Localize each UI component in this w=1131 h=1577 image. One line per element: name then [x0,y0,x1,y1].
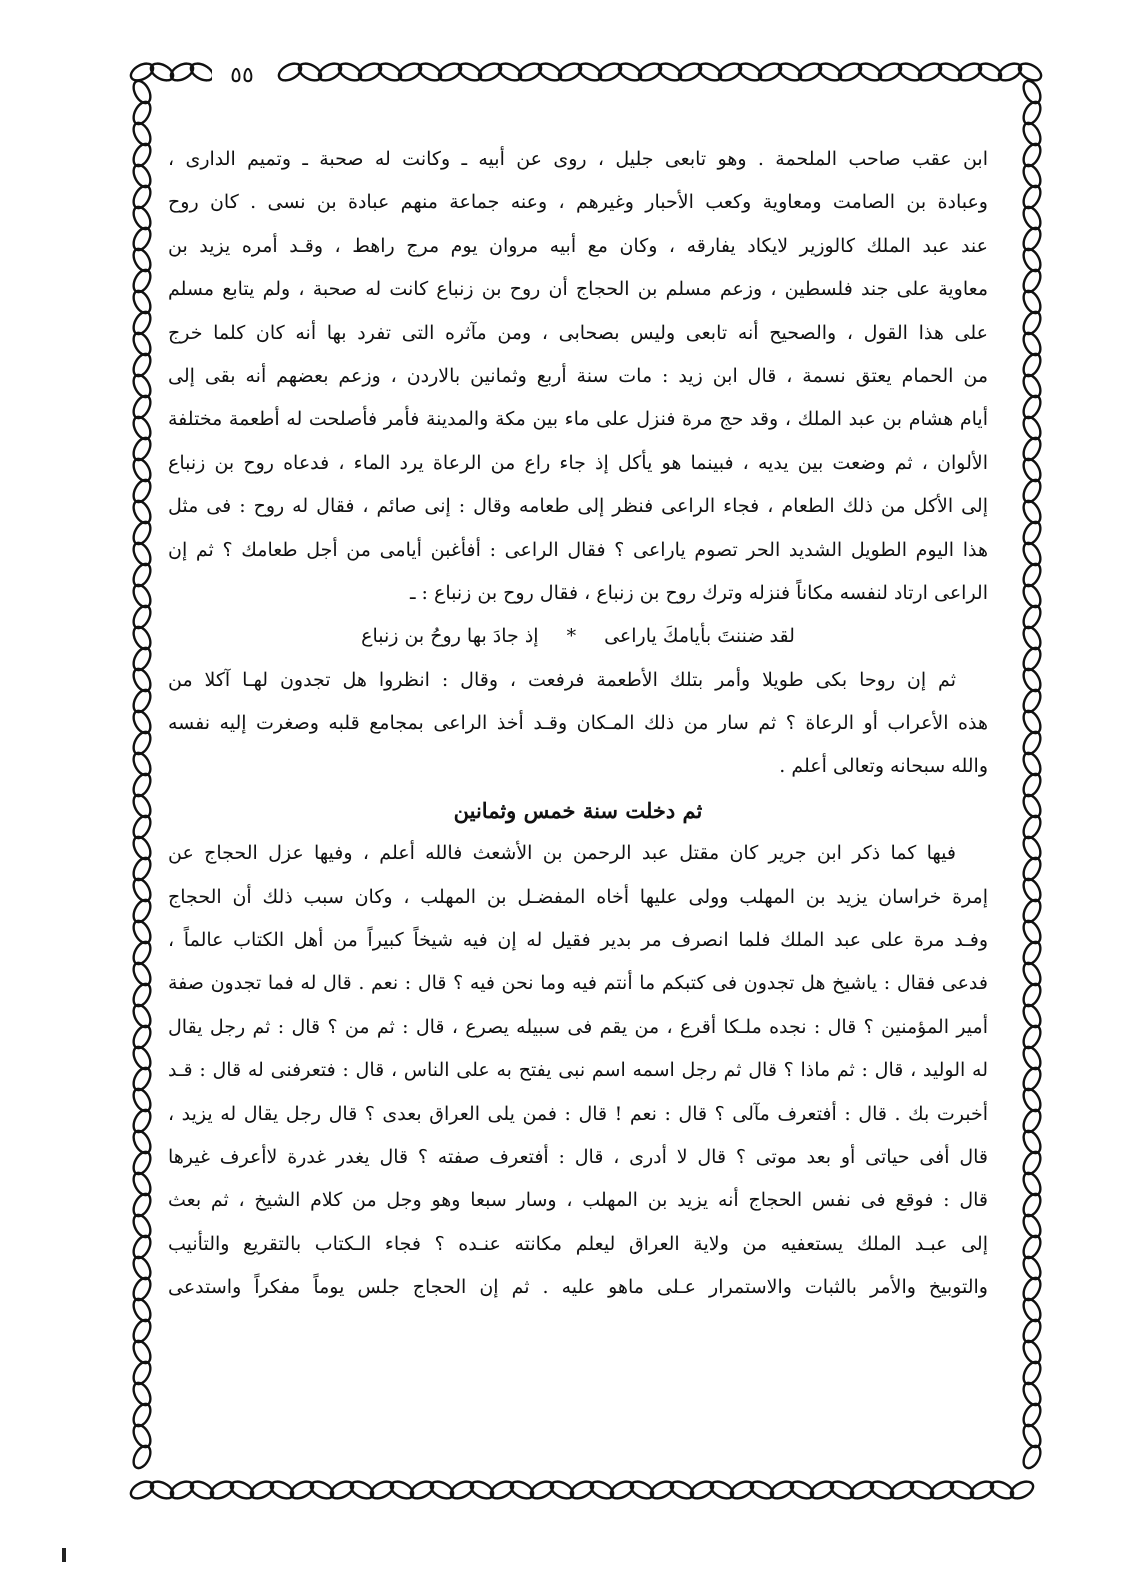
text-line: عند عبد الملك كالوزير لايكاد يفارقه ، وكان مع أبيه مروان يوم مرج راهط ، وقـد أمره يزيد بن [168,234,988,257]
text-line: الراعى ارتاد لنفسه مكاناً فنزله وترك روح بن زنباع ، فقال روح بن زنباع : ـ [409,581,988,604]
text-line: وعبادة بن الصامت ومعاوية وكعب الأحبار وغيرهم ، وعنه جماعة منهم عبادة بن نسى . كان روح [168,191,988,214]
text-line: أخبرت بك . قال : أفتعرف مآلى ؟ قال : نعم ! قال : فمن يلى العراق بعدى ؟ قال رجل يقال له يزيد ، [168,1102,988,1125]
page-text [168,138,988,1468]
text-line: إلى الأكل من ذلك الطعام ، فجاء الراعى فنظر إلى طعامه وقال : إنى صائم ، فقال له روح : فى مثل [168,495,988,518]
page-number: ٥٥ [212,62,272,90]
text-line: هذا اليوم الطويل الشديد الحر تصوم ياراعى ؟ فقال الراعى : أفأغبن أيامى من أجل طعامك ؟ ثم إن [168,538,988,561]
section-heading: ثم دخلت سنة خمس وثمانين [453,797,703,823]
text-line: معاوية على جند فلسطين ، وزعم مسلم بن الحجاج أن روح بن زنباع كانت له صحبة ، ولم يتابع مسلم [168,278,988,301]
text-line: إمرة خراسان يزيد بن المهلب وولى عليها أخاه المفضـل بن المهلب ، وكان سبب ذلك أن الحجاج [168,885,988,908]
text-line: ثم إن روحا بكى طويلا وأمر بتلك الأطعمة فرفعت ، وقال : انظروا هل تجدون لهـا آكلا من [168,668,956,691]
margin-mark [62,1548,66,1562]
verse-second-hemistich: إذ جادَ بها روحُ بن زنباع [361,625,539,648]
text-line: هذه الأعراب أو الرعاة ؟ ثم سار من ذلك المـكان وقـد أخذ الراعى بمجامع قلبه وصغرت إليه نفسه [168,712,988,735]
text-line: أيام هشام بن عبد الملك ، وقد حج مرة فنزل على ماء بين مكة والمدينة فأمر فأصلحت له أطعمة مختلفة [168,408,988,431]
text-line: والتوبيخ والأمر بالثبات والاستمرار عـلى ماهو عليه . ثم إن الحجاج جلس يوماً مفكراً واستدعى [168,1276,988,1299]
verse-first-hemistich: لقد ضننتَ بأيامكَ ياراعى [604,625,795,648]
text-line: من الحمام يعتق نسمة ، قال ابن زيد : مات سنة أربع وثمانين بالاردن ، وزعم بعضهم أنه بقى إلى [168,364,988,387]
text-line: قال : فوقع فى نفس الحجاج أنه يزيد بن المهلب ، وسار سبعا وهو وجل من كلام الشيخ ، ثم بعث [168,1189,988,1212]
text-line: وفـد مرة على عبد الملك فلما انصرف مر بدير فقيل له إن فيه شيخاً كبيراً من أهل الكتاب عالماً ، [168,929,988,952]
text-line: أمير المؤمنين ؟ قال : نجده ملـكا أقرع ، من يقم فى سبيله يصرع ، قال : ثم من ؟ قال : ثم رجل يقال [168,1015,988,1038]
text-line: فيها كما ذكر ابن جرير كان مقتل عبد الرحمن بن الأشعث فالله أعلم ، وفيها عزل الحجاج عن [168,842,956,865]
text-line: ابن عقب صاحب الملحمة . وهو تابعى جليل ، روى عن أبيه ـ وكانت له صحبة ـ وتميم الدارى ، [168,148,988,170]
text-line: له الوليد ، قال : ثم ماذا ؟ قال ثم رجل اسمه اسم نبى يفتح به على الناس ، قال : فتعرفنى له قال : قـد [168,1059,988,1082]
text-line: فدعى فقال : ياشيخ هل تجدون فى كتبكم ما أنتم فيه وما نحن فيه ؟ قال : نعم . قال له فما تجدون صفة [168,972,988,995]
text-line: الألوان ، ثم وضعت بين يديه ، فبينما هو يأكل إذ جاء راع من الرعاة يرد الماء ، فدعاه روح بن زنباع [168,451,988,474]
text-line: قال أفى حياتى أو بعد موتى ؟ قال لا أدرى ، قال : أفتعرف صفته ؟ قال يغدر غدرة لاأعرف غيرها [168,1145,988,1168]
text-line: والله سبحانه وتعالى أعلم . [779,755,988,778]
text-line: إلى عبـد الملك يستعفيه من ولاية العراق ليعلم مكانته عنـده ؟ فجاء الـكتاب بالتقريع والتأنيب [168,1232,988,1255]
poem-verse [168,615,988,658]
verse-separator: * [566,625,577,648]
text-line: على هذا القول ، والصحيح أنه تابعى وليس بصحابى ، ومن مآثره التى تفرد بها أنه كان كلما خرج [168,321,988,344]
